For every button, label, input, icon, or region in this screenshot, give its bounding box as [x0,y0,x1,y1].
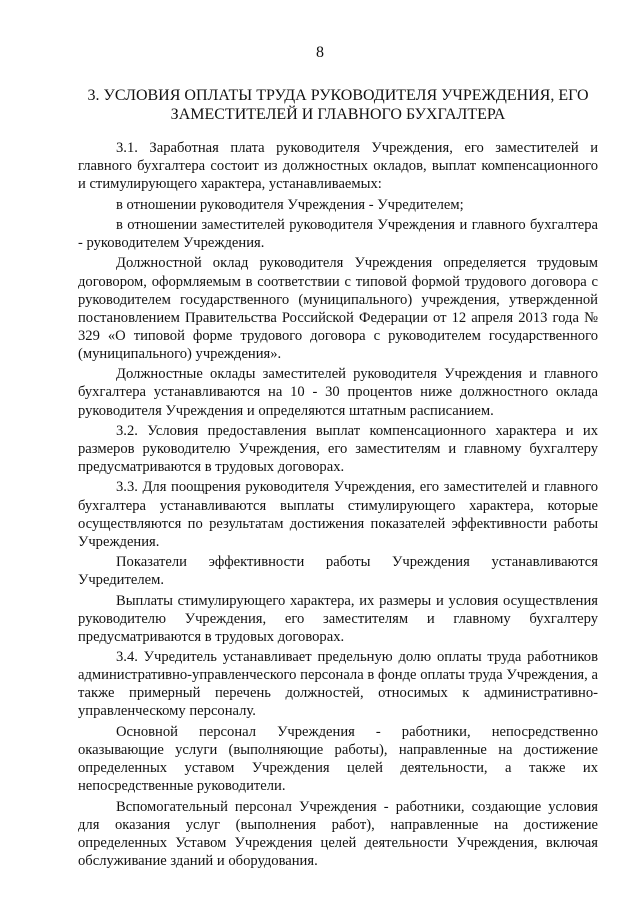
paragraph-3-3: 3.3. Для поощрения руководителя Учреждения, его заместителей и главного бухгалтера устанавливаются выплаты стимулирующего характера, которые осуществляются по результатам достижения показателей эффективности работы Учреждения. [78,479,598,550]
paragraph-deputies-item: в отношении заместителей руководителя Учреждения и главного бухгалтера - руководителем Учреждения. [78,216,598,252]
paragraph-support-staff: Вспомогательный персонал Учреждения - работники, создающие условия для оказания услуг (выполнения работ), направленные на достижение определенных Уставом Учреждения целей деятельности Учреждения, включая обслуживание зданий и оборудования. [78,798,598,869]
paragraph-performance-indicators: Показатели эффективности работы Учреждения устанавливаются Учредителем. [78,554,598,589]
page-number: 8 [316,44,324,61]
paragraph-3-1: 3.1. Заработная плата руководителя Учреждения, его заместителей и главного бухгалтера состоит из должностных окладов, выплат компенсационного и стимулирующего характера, устанавливаемых: [78,140,598,193]
section-body [78,139,598,870]
paragraph-director-salary: Должностной оклад руководителя Учреждения определяется трудовым договором, оформляемым в соответствии с типовой формой трудового договора с руководителем государственного (муниципального) учреждения, утвержденной постановлением Правительства Российской Федерации от 12 апреля 2013 года № 329 «О типовой форме трудового договора с руководителем государственного (муниципального) учреждения». [78,255,598,362]
paragraph-3-2: 3.2. Условия предоставления выплат компенсационного характера и их размеров руководителю Учреждения, его заместителям и главному бухгалтеру предусматриваются в трудовых договорах. [78,422,598,476]
paragraph-main-staff: Основной персонал Учреждения - работники, непосредственно оказывающие услуги (выполняющие работы), направленные на достижение определенных уставом Учреждения целей деятельности, а также их непосредственные руководители. [78,723,598,795]
paragraph-founder-item: в отношении руководителя Учреждения - Учредителем; [116,196,464,213]
paragraph-incentive-payments: Выплаты стимулирующего характера, их размеры и условия осуществления руководителю Учреждения, его заместителям и главному бухгалтеру предусматриваются в трудовых договорах. [78,592,598,645]
paragraph-deputies-salary: Должностные оклады заместителей руководителя Учреждения и главного бухгалтера устанавливаются на 10 - 30 процентов ниже должностного оклада руководителя Учреждения и определяются штатным расписанием. [78,366,598,419]
paragraph-3-4: 3.4. Учредитель устанавливает предельную долю оплаты труда работников административно-управленческого персонала в фонде оплаты труда Учреждения, а также примерный перечень должностей, относимых к административно-управленческому персоналу. [78,649,598,720]
section-title: 3. УСЛОВИЯ ОПЛАТЫ ТРУДА РУКОВОДИТЕЛЯ УЧРЕЖДЕНИЯ, ЕГО ЗАМЕСТИТЕЛЕЙ И ГЛАВНОГО БУХГАЛТЕРА [87,87,589,123]
